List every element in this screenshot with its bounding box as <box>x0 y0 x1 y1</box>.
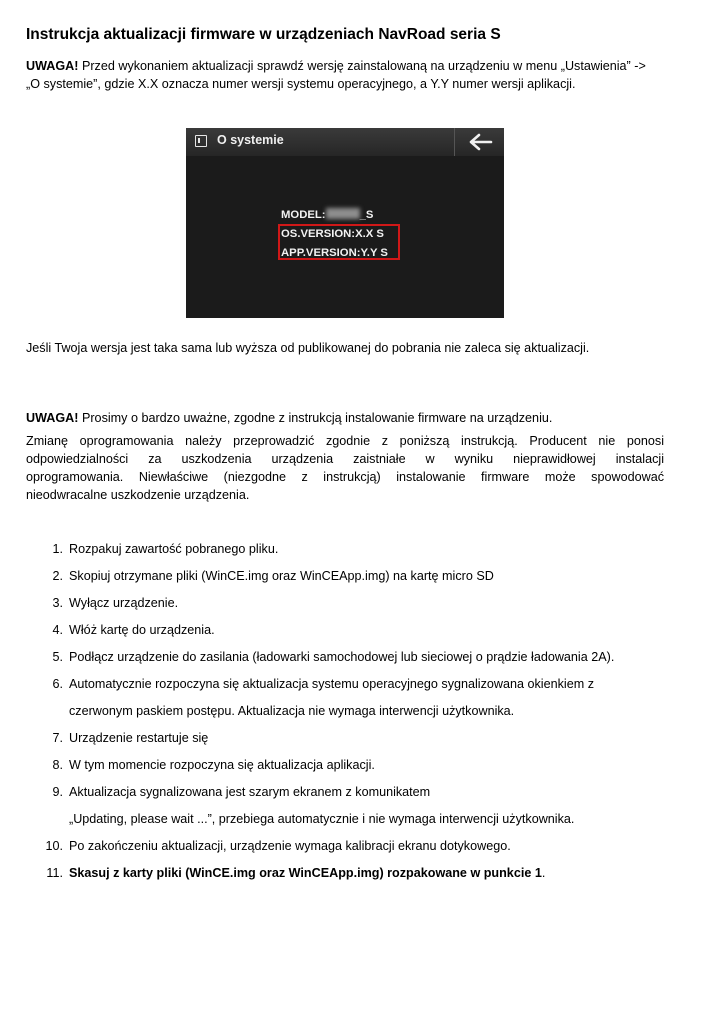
update-note: Jeśli Twoja wersja jest taka sama lub wyższa od publikowanej do pobrania nie zaleca się aktualizacji. <box>26 341 590 355</box>
document-title: Instrukcja aktualizacji firmware w urządzeniach NavRoad seria S <box>26 26 501 43</box>
disclaimer-line: odpowiedzialności za uszkodzenia urządzenia zaistniałe w wyniku nieprawidłowej instalacji <box>26 452 664 466</box>
list-item: 11. Skasuj z karty pliki (WinCE.img oraz WinCEApp.img) rozpakowane w punkcie 1. <box>46 866 546 880</box>
back-arrow-icon <box>466 132 494 152</box>
info-icon <box>195 135 207 147</box>
screenshot-title: O systemie <box>217 133 284 147</box>
warning-text: Przed wykonaniem aktualizacji sprawdź wersję zainstalowaną na urządzeniu w menu „Ustawienia” -> „O systemie”, gdzie X.X oznacza numer wersji systemu operacyjnego, a Y.Y numer wersji aplikacji. <box>26 59 646 91</box>
os-version-line: OS.VERSION:X.X S <box>281 228 384 240</box>
list-item: 6. Automatycznie rozpoczyna się aktualizacja systemu operacyjnego sygnalizowana okienkiem z czerwonym paskiem postępu. Aktualizacja nie wymaga interwencji użytkownika. <box>52 677 595 718</box>
blurred-model-name <box>326 208 360 219</box>
warning-label: UWAGA! <box>26 411 79 425</box>
disclaimer-line: oprogramowania. Niewłaściwe (niezgodne z instrukcją) instalowanie firmware może spowodować <box>26 470 664 484</box>
list-item: 2. Skopiuj otrzymane pliki (WinCE.img oraz WinCEApp.img) na kartę micro SD <box>52 569 494 583</box>
model-line: MODEL: _S <box>281 209 374 221</box>
list-item: 7. Urządzenie restartuje się <box>52 731 209 745</box>
warning-careful-install <box>26 409 552 427</box>
warning-text: Prosimy o bardzo uważne, zgodne z instrukcją instalowanie firmware na urządzeniu. <box>78 411 553 425</box>
title-bar-divider <box>454 128 455 156</box>
screenshot-title-bar <box>186 128 504 156</box>
list-item: 5. Podłącz urządzenie do zasilania (ładowarki samochodowej lub sieciowej o prądzie ładowania 2A). <box>52 650 615 664</box>
steps-list <box>26 536 676 887</box>
version-highlight-box <box>278 224 400 260</box>
app-version-line: APP.VERSION:Y.Y S <box>281 247 388 259</box>
warning-label: UWAGA! <box>26 59 79 73</box>
list-item: 9. Aktualizacja sygnalizowana jest szarym ekranem z komunikatem „Updating, please wait ...”, przebiega automatycznie i nie wymaga interwencji użytkownika. <box>52 785 575 826</box>
disclaimer-line: Zmianę oprogramowania należy przeprowadzić zgodnie z poniższą instrukcją. Producent nie ponosi <box>26 434 664 448</box>
disclaimer-paragraph <box>26 432 664 504</box>
warning-version-check <box>26 57 656 93</box>
list-item: 10. Po zakończeniu aktualizacji, urządzenie wymaga kalibracji ekranu dotykowego. <box>45 839 511 853</box>
disclaimer-line: nieodwracalne uszkodzenie urządzenia. <box>26 488 250 502</box>
list-item: 1. Rozpakuj zawartość pobranego pliku. <box>52 542 279 556</box>
list-item: 3. Wyłącz urządzenie. <box>52 596 179 610</box>
system-info-screenshot <box>186 128 504 318</box>
list-item: 8. W tym momencie rozpoczyna się aktualizacja aplikacji. <box>52 758 375 772</box>
list-item: 4. Włóż kartę do urządzenia. <box>52 623 215 637</box>
